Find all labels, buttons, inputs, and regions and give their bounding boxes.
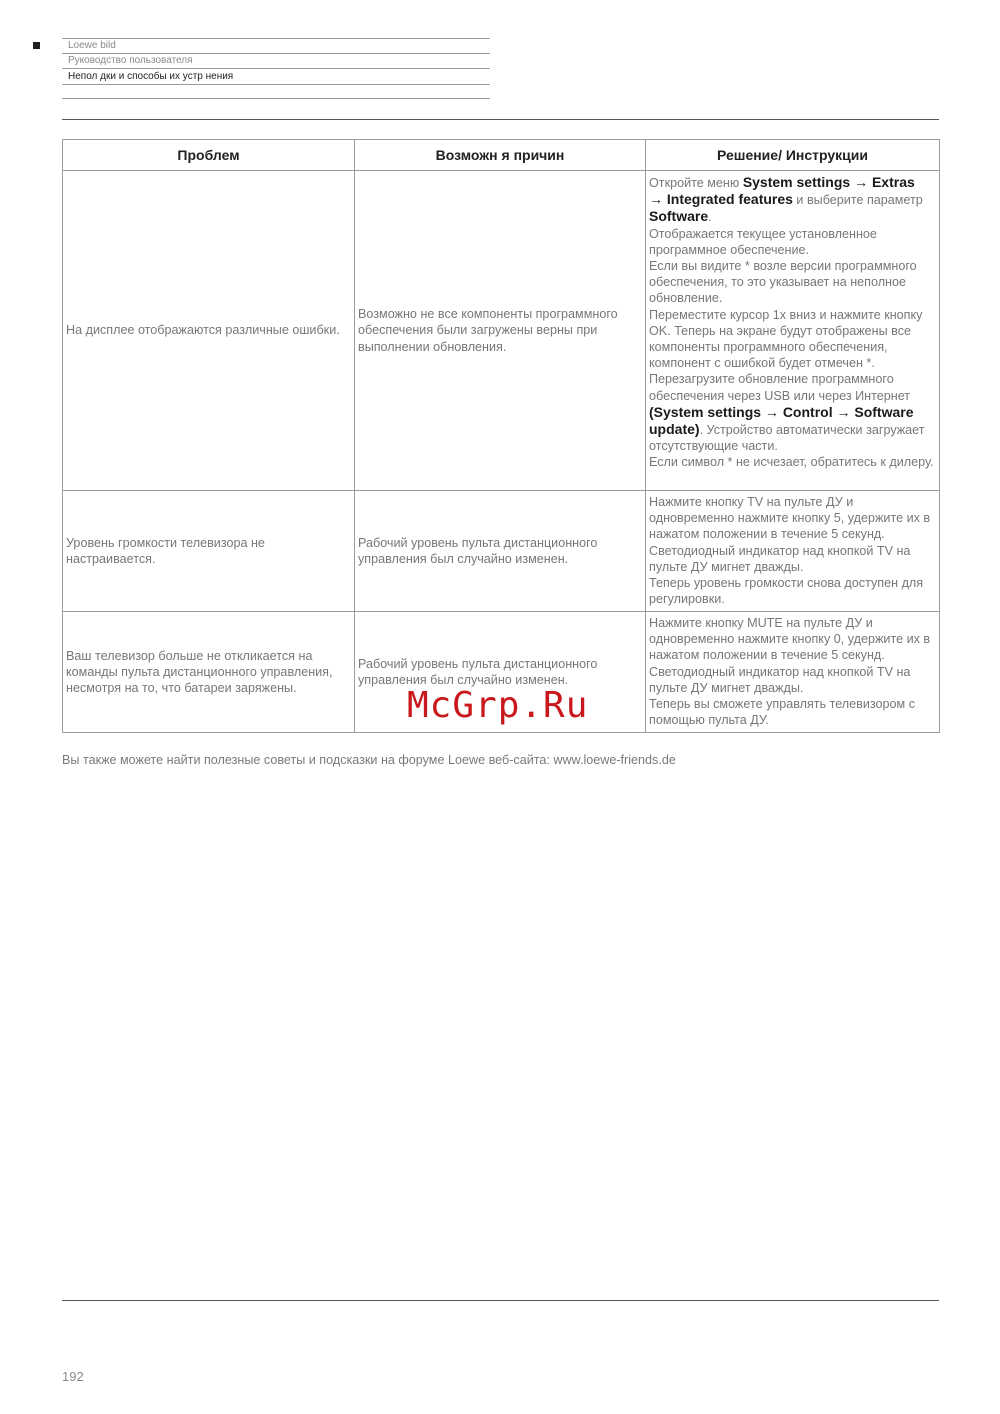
menu-path-text: System settings → Extras bbox=[742, 174, 915, 190]
cause-cell: Возможно не все компоненты программного обеспечения были загружены верны при выполнении обновления. bbox=[355, 171, 646, 491]
menu-path-text: (System settings → Control → Software update) bbox=[649, 403, 914, 438]
solution-paragraph bbox=[649, 664, 936, 696]
instruction-text: Теперь уровень громкости снова доступен для регулировки. bbox=[649, 576, 924, 607]
instruction-text: Если вы видите * возле версии программного обеспечения, то это указывает на неполное обновление. bbox=[649, 259, 917, 306]
header-manual-title: Руководство пользователя bbox=[68, 55, 193, 66]
solution-cell bbox=[646, 612, 940, 733]
forum-tip-text: Вы также можете найти полезные советы и подсказки на форуме Loewe веб-сайта: www.loewe-friends.de bbox=[62, 753, 676, 767]
column-header-cause: Возможн я причин bbox=[355, 140, 646, 171]
instruction-text: Перезагрузите обновление программного обеспечения через USB или через Интернет bbox=[649, 372, 911, 403]
top-rule bbox=[62, 119, 939, 120]
solution-paragraph bbox=[649, 454, 936, 470]
cause-cell: Рабочий уровень пульта дистанционного управления был случайно изменен. bbox=[355, 491, 646, 612]
solution-cell bbox=[646, 171, 940, 491]
solution-paragraph bbox=[649, 174, 936, 191]
instruction-text: Если символ * не исчезает, обратитесь к дилеру. bbox=[649, 455, 934, 470]
instruction-text: Светодиодный индикатор над кнопкой TV на пульте ДУ мигнет дважды. bbox=[649, 664, 911, 695]
solution-paragraph bbox=[649, 494, 936, 543]
header-section-title: Непол дки и способы их устр нения bbox=[68, 71, 234, 82]
troubleshooting-table bbox=[62, 139, 940, 733]
column-header-problem: Проблем bbox=[63, 140, 355, 171]
instruction-text: Отображается текущее установленное программное обеспечение. bbox=[649, 226, 877, 257]
problem-cell: На дисплее отображаются различные ошибки. bbox=[63, 171, 355, 491]
solution-paragraph bbox=[649, 208, 936, 225]
header-divider bbox=[62, 38, 490, 39]
header-divider bbox=[62, 98, 490, 99]
solution-paragraph bbox=[649, 543, 936, 575]
table-row bbox=[63, 171, 940, 491]
cause-cell: Рабочий уровень пульта дистанционного управления был случайно изменен. bbox=[355, 612, 646, 733]
watermark-logo: McGrp.Ru bbox=[407, 685, 589, 726]
instruction-text: Откройте меню bbox=[649, 176, 743, 190]
solution-paragraph bbox=[649, 191, 936, 208]
header-divider bbox=[62, 84, 490, 85]
solution-paragraph bbox=[649, 226, 936, 258]
instruction-text: Нажмите кнопку MUTE на пульте ДУ и одновременно нажмите кнопку 0, удержите их в нажатом положении в течение 5 секунд. bbox=[649, 616, 931, 663]
solution-cell bbox=[646, 491, 940, 612]
solution-paragraph bbox=[649, 258, 936, 307]
table-row bbox=[63, 491, 940, 612]
bottom-rule bbox=[62, 1300, 939, 1301]
solution-paragraph bbox=[649, 575, 936, 607]
instruction-text: . Устройство автоматически загружает отсутствующие части. bbox=[649, 423, 925, 454]
instruction-text: . bbox=[708, 210, 712, 225]
instruction-text: Теперь вы сможете управлять телевизором с помощью пульта ДУ. bbox=[649, 697, 915, 728]
problem-cell: Уровень громкости телевизора не настраивается. bbox=[63, 491, 355, 612]
solution-paragraph bbox=[649, 371, 936, 454]
header-divider bbox=[62, 53, 490, 54]
column-header-solution: Решение/ Инструкции bbox=[646, 140, 940, 171]
menu-path-text: Software bbox=[649, 208, 709, 225]
page-number: 192 bbox=[62, 1369, 84, 1384]
table-header-row bbox=[63, 140, 940, 171]
problem-cell: Ваш телевизор больше не откликается на команды пульта дистанционного управления, несмотря на то, что батареи заряжены. bbox=[63, 612, 355, 733]
instruction-text: и выберите параметр bbox=[792, 193, 923, 208]
solution-paragraph bbox=[649, 696, 936, 728]
header-divider bbox=[62, 68, 490, 69]
instruction-text: Нажмите кнопку TV на пульте ДУ и одновременно нажмите кнопку 5, удержите их в нажатом положении в течение 5 секунд. bbox=[649, 495, 931, 542]
header-product: Loewe bild bbox=[68, 40, 116, 51]
instruction-text: Светодиодный индикатор над кнопкой TV на пульте ДУ мигнет дважды. bbox=[649, 543, 911, 574]
solution-paragraph bbox=[649, 615, 936, 664]
instruction-text: Переместите курсор 1x вниз и нажмите кнопку OK. Теперь на экране будут отображены все компоненты программного обеспечения, компонент с ошибкой будет отмечен *. bbox=[649, 307, 923, 371]
solution-paragraph bbox=[649, 307, 936, 372]
header-bullet-icon bbox=[33, 42, 40, 49]
menu-path-text: → Integrated features bbox=[649, 191, 793, 208]
